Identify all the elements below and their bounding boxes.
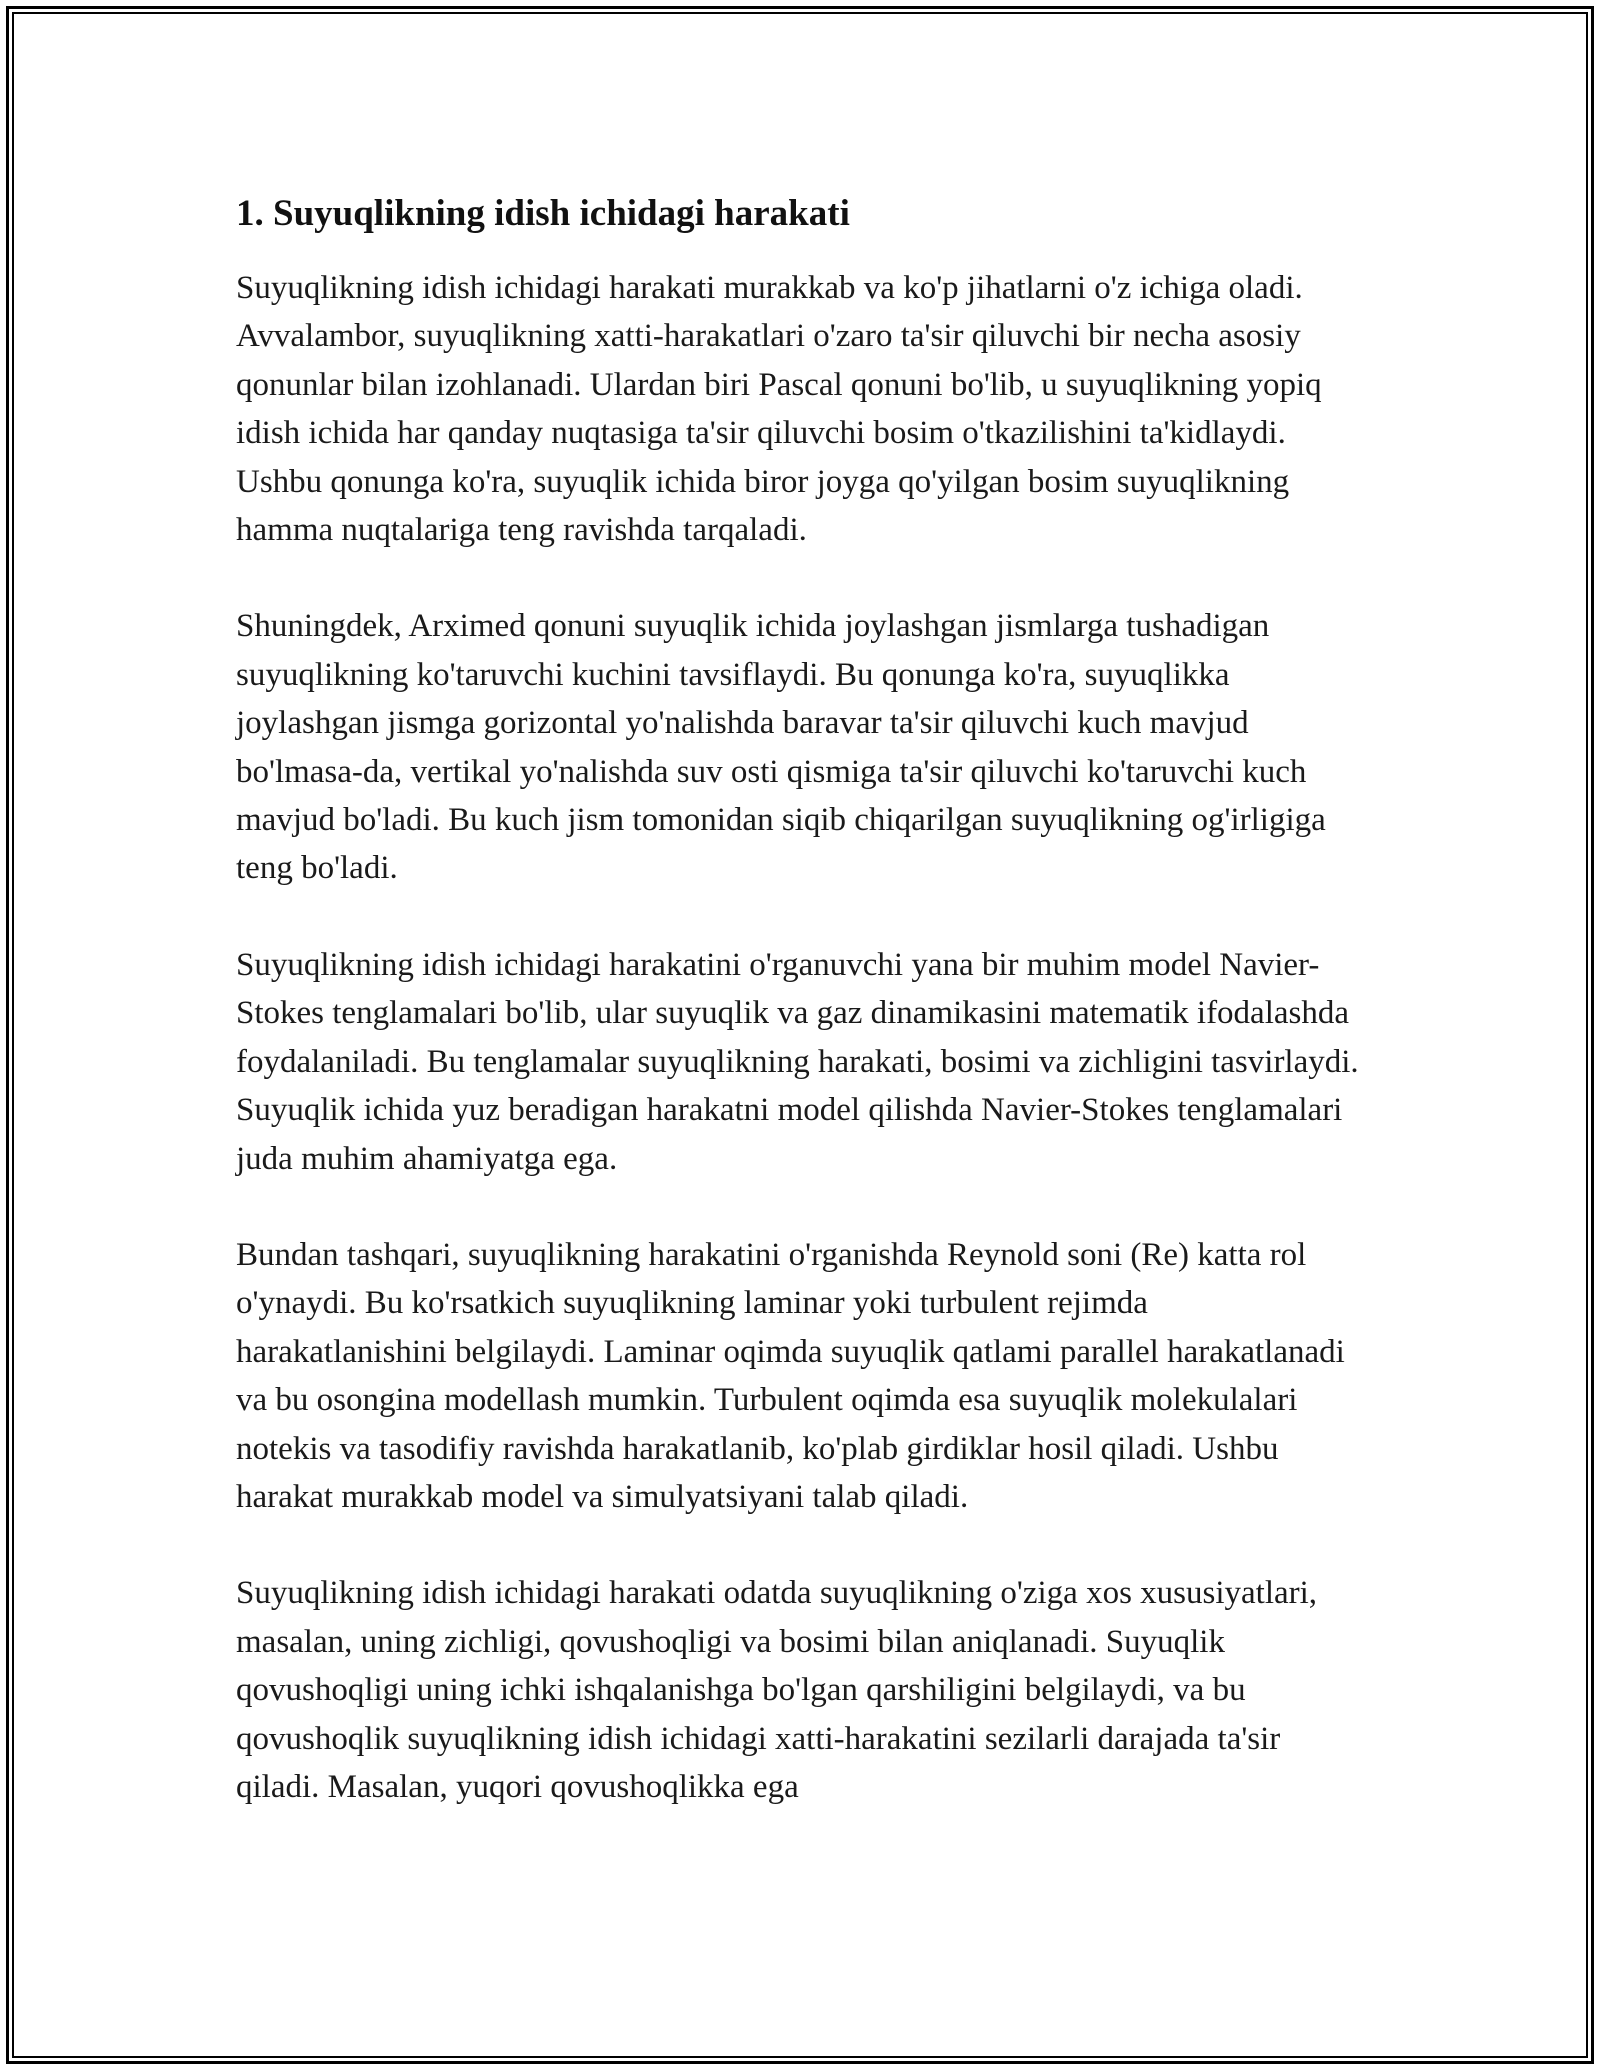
paragraph-navier-stokes: Suyuqlikning idish ichidagi harakatini o'rganuvchi yana bir muhim model Navier-Stokes tenglamalari bo'lib, ular suyuqlik va gaz dinamikasini matematik ifodalashda foydalaniladi. Bu tenglamalar suyuqlikning harakati, bosimi va zichligini tasvirlaydi. Suyuqlik ichida yuz beradigan harakatni model qilishda Navier-Stokes tenglamalari juda muhim ahamiyatga ega. — [236, 946, 1359, 1177]
paragraph-archimedes-law: Shuningdek, Arximed qonuni suyuqlik ichida joylashgan jismlarga tushadigan suyuqlikning ko'taruvchi kuchini tavsiflaydi. Bu qonunga ko'ra, suyuqlikka joylashgan jismga gorizontal yo'nalishda baravar ta'sir qiluvchi kuch mavjud bo'lmasa-da, vertikal yo'nalishda suv osti qismiga ta'sir qiluvchi ko'taruvchi kuch mavjud bo'ladi. Bu kuch jism tomonidan siqib chiqarilgan suyuqlikning og'irligiga teng bo'ladi. — [236, 608, 1326, 887]
document-body — [236, 186, 1366, 1859]
section-heading: 1. Suyuqlikning idish ichidagi harakati — [236, 193, 850, 234]
paragraph-viscosity: Suyuqlikning idish ichidagi harakati odatda suyuqlikning o'ziga xos xususiyatlari, masalan, uning zichligi, qovushoqligi va bosimi bilan aniqlanadi. Suyuqlik qovushoqligi uning ichki ishqalanishga bo'lgan qarshiligini belgilaydi, va bu qovushoqlik suyuqlikning idish ichidagi xatti-harakatini sezilarli darajada ta'sir qiladi. Masalan, yuqori qovushoqlikka ega — [236, 1575, 1318, 1805]
paragraph-pascal-law: Suyuqlikning idish ichidagi harakati murakkab va ko'p jihatlarni o'z ichiga oladi. Avvalambor, suyuqlikning xatti-harakatlari o'zaro ta'sir qiluvchi bir necha asosiy qonunlar bilan izohlanadi. Ulardan biri Pascal qonuni bo'lib, u suyuqlikning yopiq idish ichida har qanday nuqtasiga ta'sir qiluvchi bosim o'tkazilishini ta'kidlaydi. Ushbu qonunga ko'ra, suyuqlik ichida biror joyga qo'yilgan bosim suyuqlikning hamma nuqtalariga teng ravishda tarqaladi. — [236, 270, 1322, 549]
paragraph-reynolds-number: Bundan tashqari, suyuqlikning harakatini o'rganishda Reynold soni (Re) katta rol o'ynaydi. Bu ko'rsatkich suyuqlikning laminar yoki turbulent rejimda harakatlanishini belgilaydi. Laminar oqimda suyuqlik qatlami parallel harakatlanadi va bu osongina modellash mumkin. Turbulent oqimda esa suyuqlik molekulalari notekis va tasodifiy ravishda harakatlanib, ko'plab girdiklar hosil qiladi. Ushbu harakat murakkab model va simulyatsiyani talab qiladi. — [236, 1236, 1345, 1515]
